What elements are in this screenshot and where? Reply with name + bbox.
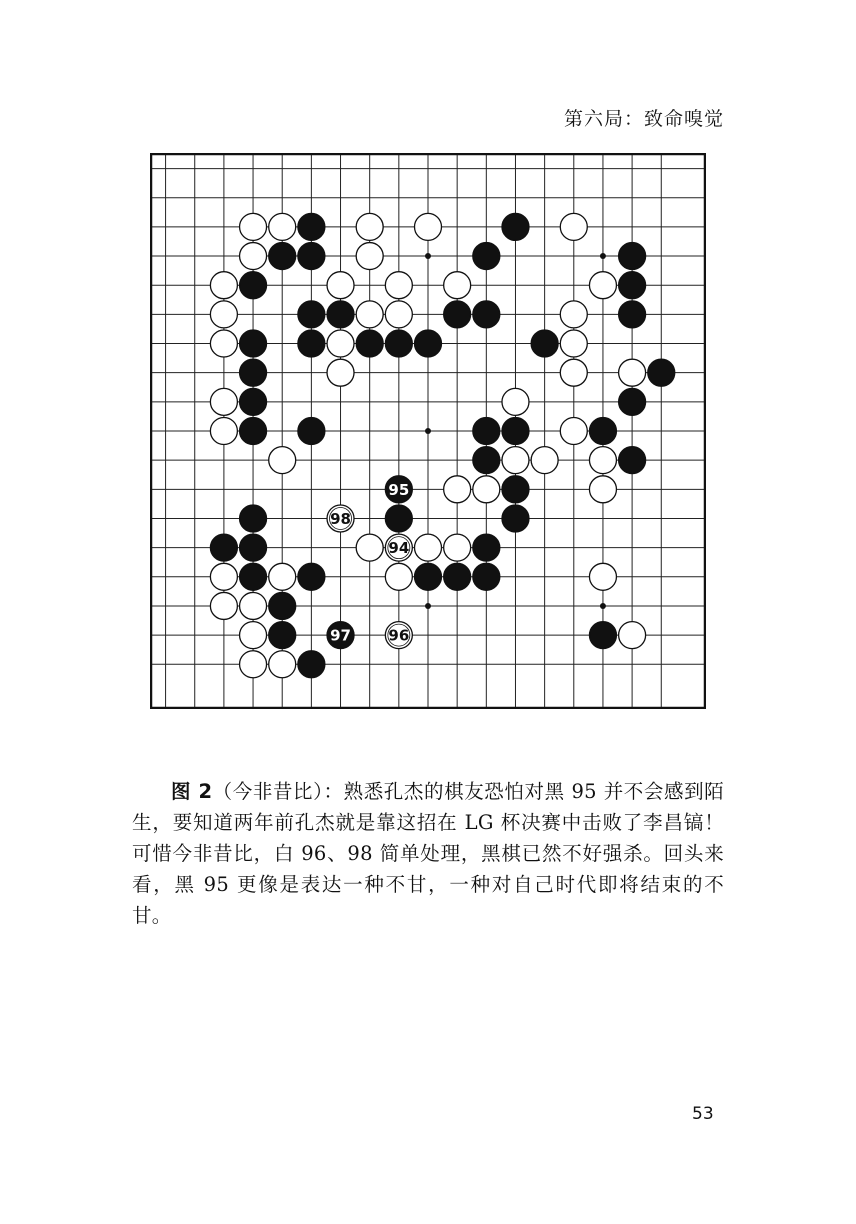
black-stone [502,505,529,532]
white-stone [415,213,442,240]
black-stone [473,447,500,474]
black-stone [240,505,267,532]
black-stone [240,563,267,590]
white-stone [385,272,412,299]
white-stone [356,213,383,240]
white-stone [210,388,237,415]
white-stone [240,213,267,240]
white-stone [327,359,354,386]
move-number-label: 95 [388,480,410,499]
black-stone [444,563,471,590]
black-stone [589,622,616,649]
white-stone [269,563,296,590]
white-stone [356,301,383,328]
black-stone [385,330,412,357]
black-stone [415,563,442,590]
black-stone [619,272,646,299]
white-stone [473,476,500,503]
numbered-stone-94 [385,534,412,561]
white-stone [531,447,558,474]
black-stone [473,418,500,445]
figure-label: 图 2 [171,780,213,803]
white-stone [240,622,267,649]
white-stone [415,534,442,561]
black-stone [502,213,529,240]
black-stone [473,243,500,270]
white-stone [502,388,529,415]
running-header: 第六局：致命嗅觉 [563,108,724,130]
black-stone [298,213,325,240]
black-stone [385,505,412,532]
white-stone [327,330,354,357]
numbered-stone-96 [385,622,412,649]
white-stone [560,418,587,445]
white-stone [589,563,616,590]
white-stone [619,359,646,386]
white-stone [210,301,237,328]
black-stone [240,359,267,386]
black-stone [298,651,325,678]
black-stone [240,418,267,445]
white-stone [240,243,267,270]
white-stone [385,563,412,590]
white-stone [560,301,587,328]
white-stone [269,447,296,474]
white-stone [560,213,587,240]
black-stone [269,243,296,270]
numbered-stone-97 [327,622,354,649]
move-number-label: 98 [330,509,351,528]
white-stone [210,272,237,299]
white-stone [444,476,471,503]
move-number-label: 97 [330,626,351,645]
black-stone [240,388,267,415]
black-stone [240,330,267,357]
black-stone [444,301,471,328]
caption-text: （今非昔比）：熟悉孔杰的棋友恐怕对黑 95 并不会感到陌生，要知道两年前孔杰就是靠这招在 LG 杯决赛中击败了李昌镐！可惜今非昔比，白 96、98 简单处理，黑棋已然不好强杀。回头来看，黑 95 更像是表达一种不甘，一种对自己时代即将结束的不甘。 [132,780,724,927]
white-stone [327,272,354,299]
star-point [600,253,606,259]
black-stone [298,301,325,328]
black-stone [502,418,529,445]
go-board-svg [150,153,706,709]
white-stone [356,243,383,270]
white-stone [589,272,616,299]
black-stone [619,447,646,474]
black-stone [298,243,325,270]
black-stone [619,388,646,415]
black-stone [240,534,267,561]
go-board-diagram [150,153,706,709]
black-stone [298,418,325,445]
black-stone [531,330,558,357]
white-stone [444,272,471,299]
white-stone [210,418,237,445]
star-point [425,253,431,259]
white-stone [619,622,646,649]
white-stone [210,592,237,619]
black-stone [356,330,383,357]
star-point [425,428,431,434]
white-stone [240,651,267,678]
black-stone [298,330,325,357]
white-stone [444,534,471,561]
numbered-stone-95 [385,476,412,503]
white-stone [560,359,587,386]
white-stone [210,563,237,590]
white-stone [589,476,616,503]
black-stone [415,330,442,357]
white-stone [589,447,616,474]
figure-caption [132,776,724,931]
black-stone [619,243,646,270]
white-stone [269,213,296,240]
black-stone [269,592,296,619]
star-point [600,603,606,609]
black-stone [648,359,675,386]
move-number-label: 96 [388,626,410,645]
page-number: 53 [692,1104,714,1124]
black-stone [502,476,529,503]
black-stone [298,563,325,590]
black-stone [589,418,616,445]
star-point [425,603,431,609]
black-stone [619,301,646,328]
black-stone [473,563,500,590]
black-stone [327,301,354,328]
numbered-stone-98 [327,505,354,532]
white-stone [560,330,587,357]
black-stone [473,534,500,561]
move-number-label: 94 [388,539,410,558]
white-stone [269,651,296,678]
black-stone [240,272,267,299]
white-stone [385,301,412,328]
black-stone [210,534,237,561]
white-stone [240,592,267,619]
white-stone [502,447,529,474]
white-stone [210,330,237,357]
black-stone [269,622,296,649]
black-stone [473,301,500,328]
white-stone [356,534,383,561]
